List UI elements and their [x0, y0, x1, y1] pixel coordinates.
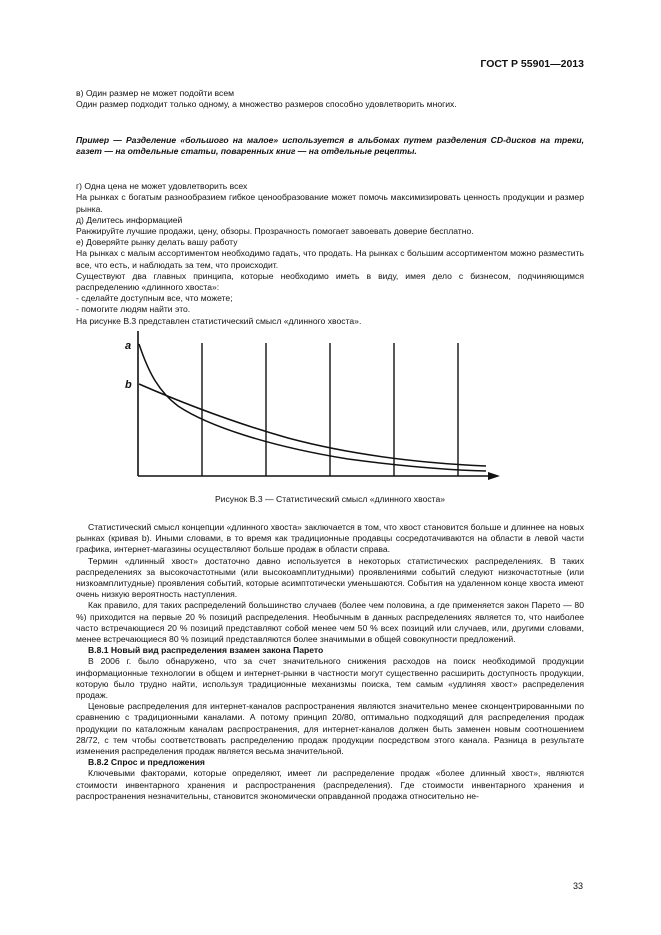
section-heading: В.8.2 Спрос и предложения: [88, 757, 205, 768]
paragraph: Ценовые распределения для интернет-каналов распространения являются значительно менее сконцентрированными по сравнению с традиционными каналами. А потому принцип 20/80, оптимально подходящий для распределения продаж продукции по каталожным каналам распространения, для интернет-каналов должен быть заменен новым соотношением 28/72, с тем чтобы соответствовать распределению продаж продукции посредством этого канала. Разница в результате изменения распределения продаж является весьма значительной.: [76, 701, 584, 757]
paragraph: Ранжируйте лучшие продажи, цену, обзоры. Прозрачность помогает завоевать доверие бесплатно.: [76, 226, 474, 236]
long-tail-figure: [118, 326, 503, 486]
paragraph: Ключевыми факторами, которые определяют, имеет ли распределение продаж «более длинный хвост», являются стоимости инвентарного хранения и распространения (распределения). Где стоимости инвентарного хранения и распространения незначительны, становится экономически оправданной продажа относительно не-: [76, 768, 584, 801]
paragraph: е) Доверяйте рынку делать вашу работу: [76, 237, 238, 248]
paragraph: На рисунке В.3 представлен статистический смысл «длинного хвоста».: [76, 315, 362, 326]
paragraph: Один размер подходит только одному, а множество размеров способно удовлетворить многих.: [76, 99, 457, 110]
page-number: 33: [572, 881, 583, 891]
text-block-top: [76, 88, 584, 327]
paragraph: Как правило, для таких распределений большинство случаев (более чем половина, а где применяется закон Парето — 80 %) приходится на первые 20 % позиций распределения. Необычным в данных распределениях является то, что наиболее часто встречающиеся 20 % позиций представляют собой менее чем 50 % всех позиций или случаев, или, другими словами, менее встречающиеся 80 % позиций представляются более значимыми в общей совокупности предложений.: [76, 600, 584, 645]
spacer: [76, 119, 584, 126]
x-axis-arrow: [488, 472, 500, 480]
paragraph: Статистический смысл концепции «длинного хвоста» заключается в том, что хвост становится больше и длиннее на новых рынках (кривая b). Иными словами, в то время как традиционные продавцы сосредотачиваются на области в левой части графика, интернет-магазины осуществляют больше продаж в области справа.: [76, 522, 584, 555]
curve-b-label: b: [125, 379, 132, 391]
figure-caption: Рисунок В.3 — Статистический смысл «длинного хвоста»: [214, 494, 446, 504]
paragraph: Существуют два главных принципа, которые необходимо иметь в виду, имея дело с бизнесом, подчиняющимся распределению «длинного хвоста»:: [76, 270, 584, 293]
text-block-bottom: [76, 522, 584, 802]
paragraph: На рынках с богатым разнообразием гибкое ценообразование может помочь максимизировать ценность продукции и размер рынка.: [76, 192, 584, 214]
paragraph: в) Один размер не может подойти всем: [76, 88, 235, 98]
paragraph: На рынках с малым ассортиментом необходимо гадать, что продать. На рынках с большим ассортиментом можно разместить все, что есть, и наблюдать за тем, что происходит.: [76, 248, 584, 270]
curve-a-label: a: [125, 340, 132, 352]
paragraph: д) Делитесь информацией: [76, 214, 183, 225]
standard-header: ГОСТ Р 55901—2013: [480, 58, 584, 70]
example-note: Пример — Разделение «большого на малое» используется в альбомах путем разделения CD-дисков на треки, газет — на отдельные статьи, поваренных книг — на отдельные рецепты.: [76, 134, 584, 156]
paragraph: В 2006 г. было обнаружено, что за счет значительного снижения расходов на поиск необходимой продукции информационные технологии в общем и интернет-рынки в частности могут существенно расширить доступность продукции, которую было трудно найти, используя традиционные механизмы поиска, тем самым «удлиняя хвост» распределения продаж.: [76, 656, 584, 701]
paragraph: Термин «длинный хвост» достаточно давно используется в некоторых статистических распределениях. В таких распределениях за высокочастотными (или высокоамплитудными) проявлениями событий следуют низкочастотные (или низкоамплитудные) проявления событий, которые асимптотически уменьшаются. События на удаленном конце хвоста имеют очень низкую вероятность наступления.: [76, 555, 584, 600]
paragraph: - помогите людям найти это.: [76, 304, 191, 315]
section-heading: В.8.1 Новый вид распределения взамен закона Парето: [88, 645, 324, 656]
spacer: [76, 166, 584, 173]
paragraph: - сделайте доступным все, что можете;: [76, 293, 233, 304]
curve-a: [139, 344, 486, 471]
curve-b: [139, 384, 486, 466]
paragraph: г) Одна цена не может удовлетворить всех: [76, 181, 248, 192]
